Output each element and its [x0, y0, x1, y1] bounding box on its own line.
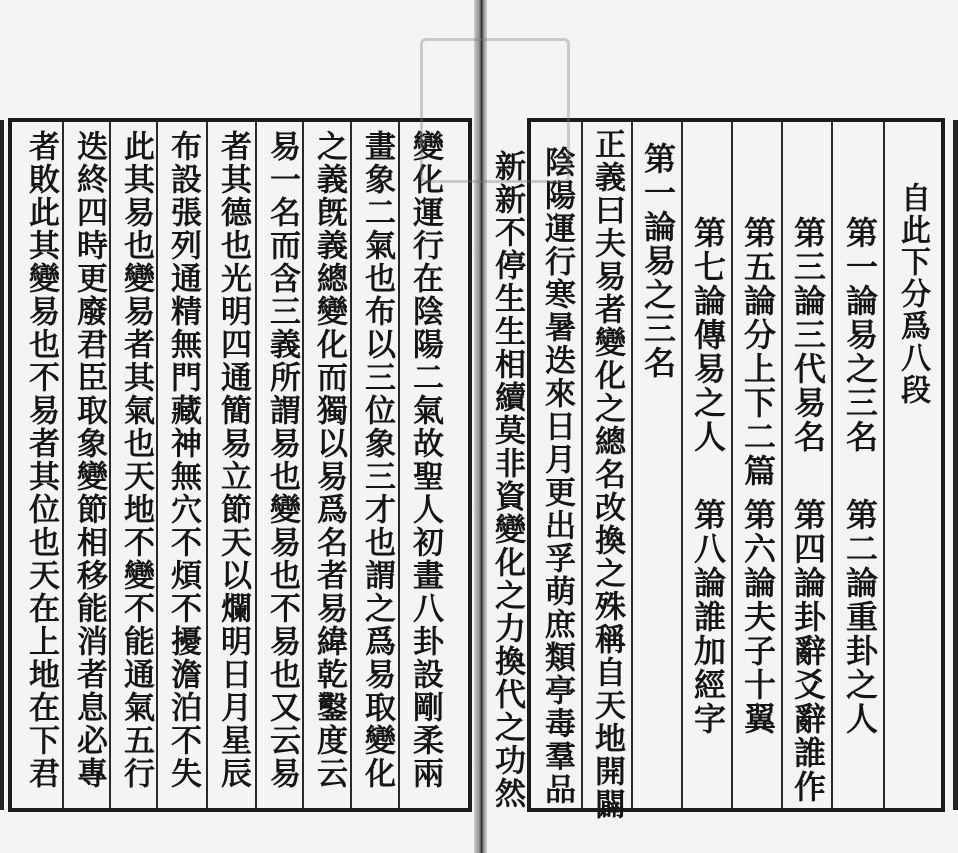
column-rule [62, 122, 64, 808]
text-column: 者其德也光明四通簡易立節天以爛明日月星辰 [215, 130, 251, 790]
right-edge-border [953, 120, 958, 810]
toc-entry-6: 第六論夫子十翼 [739, 498, 777, 736]
toc-entry-2: 第二論重卦之人 [841, 498, 879, 736]
column-rule [781, 122, 783, 808]
left-text-frame [8, 118, 472, 812]
column-rule [350, 122, 352, 808]
text-column: 畫象二氣也布以三位象三才也謂之爲易取變化 [359, 130, 395, 790]
left-page [0, 0, 476, 853]
text-column: 之義旣義總變化而獨以易爲名者易緯乾鑿度云 [311, 130, 347, 790]
column-rule [581, 122, 583, 808]
toc-entry-8: 第八論誰加經字 [689, 498, 727, 736]
column-rule [731, 122, 733, 808]
text-column: 布設張列通精無門藏神無穴不煩不擾澹泊不失 [165, 130, 201, 790]
toc-entry-7: 第七論傳易之人 [689, 216, 727, 454]
text-column: 變化運行在陰陽二氣故聖人初畫八卦設剛柔兩 [407, 130, 443, 790]
text-column: 者敗此其變易也不易者其位也天在上地在下君 [23, 130, 59, 790]
toc-entry-3: 第三論三代易名 [789, 216, 827, 454]
text-column: 易一名而含三義所謂易也變易也不易也又云易 [264, 130, 300, 790]
text-column: 此其易也變易者其氣也天地不變不能通氣五行 [118, 130, 154, 790]
column-rule [398, 122, 400, 808]
toc-entry-1: 第一論易之三名 [841, 216, 879, 454]
left-edge-border [0, 120, 4, 810]
column-rule [883, 122, 885, 808]
text-column: 迭終四時更廢君臣取象變節相移能消者息必專 [71, 130, 107, 790]
library-seal [420, 38, 570, 183]
column-rule [206, 122, 208, 808]
column-rule [631, 122, 633, 808]
column-rule [831, 122, 833, 808]
column-rule [255, 122, 257, 808]
toc-entry-5: 第五論分上下二篇 [739, 216, 777, 488]
section-title: 第一論易之三名 [639, 142, 677, 380]
text-column: 陰陽運行寒暑迭來日月更出孚萌庶類亭毒羣品 [539, 146, 575, 806]
text-column: 正義曰夫易者變化之總名改換之殊稱自天地開闢 [589, 128, 625, 821]
section-heading: 自此下分爲八段 [895, 182, 930, 406]
column-rule [681, 122, 683, 808]
right-text-frame [527, 118, 945, 821]
text-column: 新新不停生生相續莫非資變化之力換代之功然 [489, 150, 525, 810]
toc-entry-4: 第四論卦辭爻辭誰作 [789, 498, 827, 804]
